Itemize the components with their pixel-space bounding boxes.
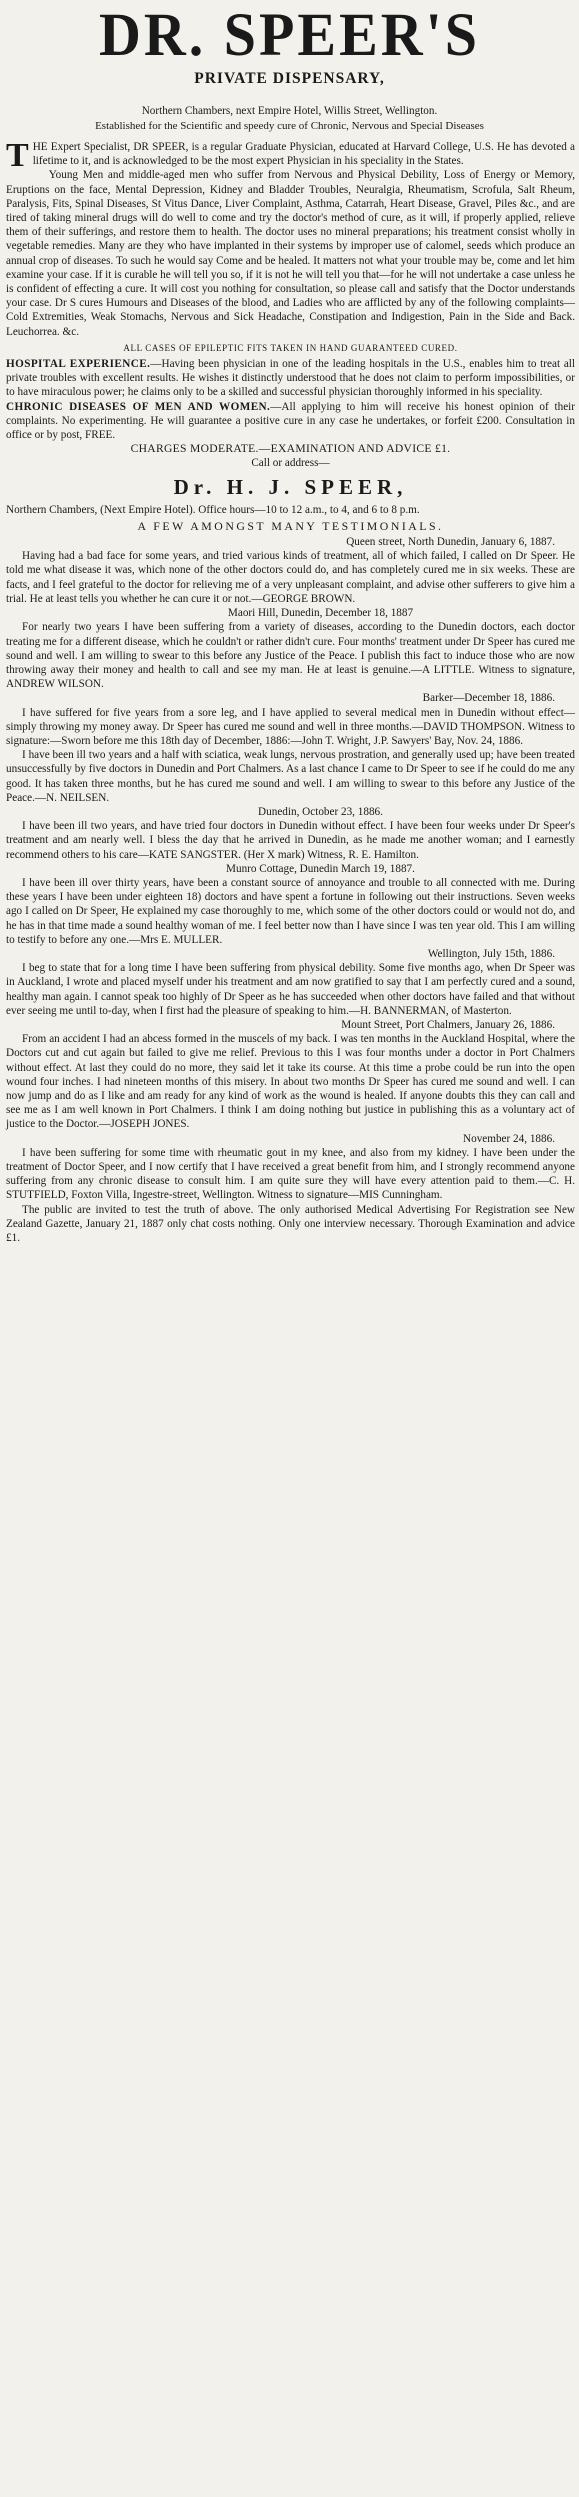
testimonial-dateline: Dunedin, October 23, 1886. bbox=[258, 805, 383, 818]
testimonial-text: I have been ill two years, and have tried four doctors in Dunedin without effect. I have been four weeks under Dr Speer's treatment and am nearly well. I bless the day that he arrived in Dunedin, as he made me another woman; and I earnestly recommend others to his care—KATE SANGSTER. (Her X mark) Witness, R. E. Hamilton. bbox=[6, 820, 575, 861]
testimonial-text: I have been suffering for some time with rheumatic gout in my knee, and also from my kidney. I have been under the treatment of Doctor Speer, and I now certify that I have received a great benefit from him, and I strongly recommend anyone suffering from any chronic disease to consult him. I am quite sure they will have every attention paid to them.—C. H. STUTFIELD, Foxton Villa, Ingestre-street, Wellington. Witness to signature—MIS Cunningham. bbox=[6, 1146, 575, 1202]
symptoms-paragraph: Young Men and middle-aged men who suffer from Nervous and Physical Debility, Loss of Energy or Memory, Eruptions on the face, Mental Depression, Kidney and Bladder Troubles, Neuralgia, Rheumatism, Scrofula, Salt Rheum, Paralysis, Fits, Spinal Diseases, St Vitus Dance, Liver Complaint, Asthma, Catarrah, Heart Disease, Gravel, Piles &c., and are tired of taking mineral drugs will do well to come and try the doctor's method of cure, as it will, if properly applied, relieve them of their sufferings, and restore them to health. The doctor uses no mineral preparations; his treatment consist wholly in vegetable remedies. Many are they who have implanted in their systems by improper use of calomel, seeds which produce an annual crop of diseases. To such he would say Come and be healed. It matters not what your trouble may be, come and let him examine your case. If it is curable he will tell you so, if it is not he will tell you that—for he will not undertake a case unless he is confident of effecting a cure. It will cost you nothing for consultation, so please call and satisfy that the Doctor understands your case. Dr S cures Humours and Diseases of the blood, and Ladies who are afflicted by any of the following complaints—Cold Extremities, Weak Stomachs, Nervous and Sick Headache, Constipation and Indigestion, Pain in the Side and Back. Leuchorrea. &c. bbox=[6, 169, 575, 338]
testimonial-dateline: Maori Hill, Dunedin, December 18, 1887 bbox=[227, 607, 414, 620]
chronic-text: —All applying to him will receive his honest opinion of their complaints. No experimenting. He will guarantee a positive cure in any case he undertakes, or forfeit £200. Consultation in office or by post, FREE. bbox=[6, 400, 575, 442]
hospital-text: —Having been physician in one of the leading hospitals in the U.S., enables him to treat all private troubles with excellent results. He wishes it distinctly understood that he does not claim to perform impossibilities, or to have miraculous power; he claims only to be a skilled and successful physician thoroughly informed in his speciality. bbox=[6, 358, 575, 399]
epileptic-note: ALL CASES OF EPILEPTIC FITS TAKEN IN HAND GUARANTEED CURED. bbox=[123, 342, 458, 353]
charges-line: CHARGES MODERATE.—EXAMINATION AND ADVICE £1. bbox=[130, 442, 451, 456]
ad-body bbox=[6, 137, 575, 1245]
office-address: Northern Chambers, (Next Empire Hotel). Office hours—10 to 12 a.m., to 4, and 6 to 8 p.m. bbox=[6, 503, 420, 516]
testimonial-text: From an accident I had an abcess formed in the muscels of my back. I was ten months in the Auckland Hospital, where the Doctors cut and cut again but failed to give me relief. Previous to this I was four months under a doctor in Port Chalmers without effect. At last they could do no more, they said let it take its course. At this time a probe could be run into the open wound four inches. I had nineteen months of this misery. In about two months Dr Speer has cured me sound and well. I can now jump and do as I like and am ready for any kind of work as the wound is healed. If anyone doubts this they can call and see me as I am well known in Port Chalmers. I think I am doing nothing but justice in publishing this as a voluntary act of justice to the Doctor.—JOSEPH JONES. bbox=[6, 1033, 575, 1131]
chronic-paragraph bbox=[6, 400, 575, 443]
closing-notice: The public are invited to test the truth of above. The only authorised Medical Advertising For Registration see New Zealand Gazette, January 21, 1887 only chat costs nothing. Only one interview necessary. Thorough Examination and advice £1. bbox=[6, 1203, 575, 1245]
testimonial-text: I have been ill two years and a half with sciatica, weak lungs, nervous prostration, and generally used up; have been treated unsuccessfully by five doctors in Dunedin and Port Chalmers. As a last chance I came to Dr Speer to see if he could do me any good. It has taken three months, but he has cured me sound and well. I am willing to swear to this before any Justice of the Peace.—N. NEILSEN. bbox=[6, 749, 575, 804]
intro-text: HE Expert Specialist, DR SPEER, is a regular Graduate Physician, educated at Harvard College, U.S. He has devoted a lifetime to it, and is acknowledged to be the most expert Physician in his speciality in the States. bbox=[32, 141, 575, 168]
intro-paragraph bbox=[6, 137, 575, 174]
hospital-paragraph bbox=[6, 357, 575, 400]
testimonial-text: For nearly two years I have been suffering from a variety of diseases, according to the Dunedin doctors, each doctor treating me for a different disease, which he couldn't or rather didn't cure. Four months' treatment under Dr Speer has cured me sound and well. I am willing to swear to this before any Justice of the Peace. I publish this fact to induce those who are now throwing away their money and health to call and see my man. He at least is genuine.—A LITTLE. Witness to signature, ANDREW WILSON. bbox=[6, 621, 575, 691]
testimonial-dateline: Queen street, North Dunedin, January 6, 1887. bbox=[346, 536, 555, 549]
testimonial-dateline: Mount Street, Port Chalmers, January 26, 1886. bbox=[341, 1018, 555, 1031]
ad-title: DR. SPEER'S bbox=[98, 0, 481, 69]
testimonial-dateline: Munro Cottage, Dunedin March 19, 1887. bbox=[226, 862, 415, 875]
testimonials-heading: A FEW AMONGST MANY TESTIMONIALS. bbox=[137, 518, 444, 533]
testimonial-text: I have suffered for five years from a sore leg, and I have applied to several medical men in Dunedin without effect—simply throwing my money away. Dr Speer has cured me sound and well in three months.—DAVID THOMPSON. Witness to signature:—Sworn before me this 18th day of December, 1886:—John T. Wright, J.P. Sawyers' Bay, Nov. 24, 1886. bbox=[6, 706, 575, 747]
testimonial-text: I have been ill over thirty years, have been a constant source of annoyance and trouble to all connected with me. During these years I have been under eighteen 18) doctors and have spent a fortune in following out their instructions. Seven weeks ago I called on Dr Speer, He explained my case thoroughly to me, which some of the other doctors could or would not do, and he has in that time made a sound healthy woman of me. I feel better now than I have since I was ten year old. This I am willing to testify to before any one.—Mrs E. MULLER. bbox=[6, 876, 575, 946]
testimonial-dateline: Barker—December 18, 1886. bbox=[422, 692, 555, 705]
testimonial-text: Having had a bad face for some years, and tried various kinds of treatment, all of which failed, I called on Dr Speer. He told me what disease it was, which none of the other doctors could do, and has completely cured me in six weeks. These are facts, and I feel grateful to the doctor for relieving me of a very unpleasant complaint, and advise other sufferers to give him a trial. He at least tells you whether he can cure it or not.—GEORGE BROWN. bbox=[6, 550, 575, 605]
call-line: Call or address— bbox=[251, 457, 330, 470]
doctor-name: Dr. H. J. SPEER, bbox=[173, 474, 408, 499]
established-line: Established for the Scientific and speedy cure of Chronic, Nervous and Special Diseases bbox=[95, 120, 484, 132]
testimonial-dateline: Wellington, July 15th, 1886. bbox=[427, 947, 555, 960]
drop-cap: T bbox=[6, 137, 29, 174]
testimonial-dateline: November 24, 1886. bbox=[463, 1132, 555, 1145]
chronic-heading: CHRONIC DISEASES OF MEN AND WOMEN. bbox=[6, 400, 271, 413]
ad-subtitle: PRIVATE DISPENSARY, bbox=[194, 70, 385, 87]
dispensary-address: Northern Chambers, next Empire Hotel, Willis Street, Wellington. bbox=[141, 105, 438, 117]
hospital-heading: HOSPITAL EXPERIENCE. bbox=[6, 358, 151, 371]
testimonial-text: I beg to state that for a long time I have been suffering from physical debility. Some five months ago, when Dr Speer was in Auckland, I wrote and placed myself under his treatment and am now gratified to say that I am perfectly cured and a sound, healthy man again. I cannot speak too highly of Dr Speer as he has succeeded when other doctors have failed and that without ever seeing me until to-day, when I first had the pleasure of speaking to him.—H. BANNERMAN, of Masterton. bbox=[6, 962, 575, 1017]
